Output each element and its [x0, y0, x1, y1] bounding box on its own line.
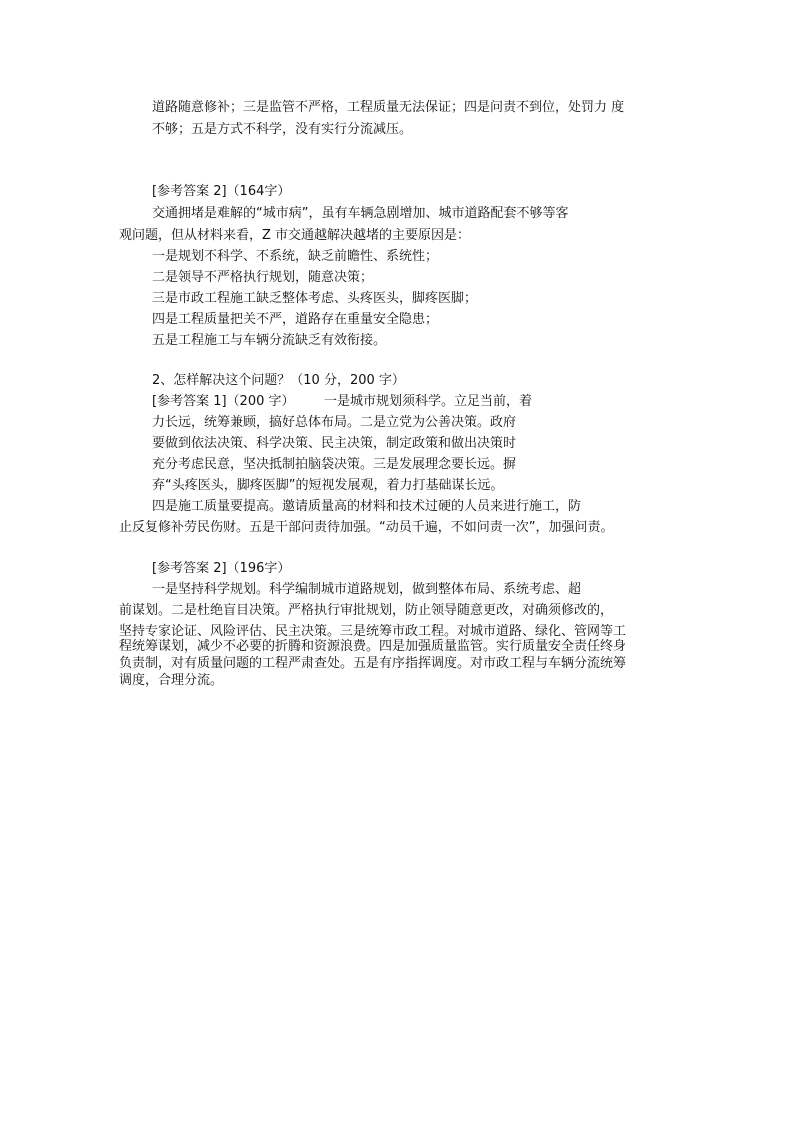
paragraph-line: 要做到依法决策、科学决策、民主决策，制定政策和做出决策时 — [152, 436, 517, 451]
answer-header: [参考答案 2]（164字） — [152, 184, 291, 199]
question-title: 2、怎样解决这个问题？（10 分，200 字） — [152, 373, 405, 388]
paragraph-line: 道路随意修补；三是监管不严格，工程质量无法保证；四是问责不到位，处罚力 度 — [152, 100, 625, 115]
list-item: 一是规划不科学、不系统，缺乏前瞻性、系统性； — [152, 249, 439, 264]
answer-header: [参考答案 2]（196字） — [152, 561, 291, 576]
paragraph-line: 一是城市规划须科学。立足当前，着 — [324, 394, 533, 409]
answer-header: [参考答案 1]（200 字） — [152, 394, 295, 409]
list-item: 五是工程施工与车辆分流缺乏有效衔接。 — [152, 333, 387, 348]
list-item: 四是工程质量把关不严，道路存在重量安全隐患； — [152, 312, 439, 327]
paragraph-line: 程统筹谋划，减少不必要的折腾和资源浪费。四是加强质量监管。实行质量安全责任终身 — [119, 639, 627, 654]
paragraph-line: 弃“头疼医头，脚疼医脚”的短视发展观，着力打基础谋长远。 — [152, 478, 504, 493]
paragraph-line: 不够；五是方式不科学，没有实行分流减压。 — [152, 122, 413, 137]
paragraph-line: 止反复修补劳民伤财。五是干部问责待加强。“动员千遍，不如问责一次”，加强问责。 — [119, 520, 614, 535]
paragraph-line: 充分考虑民意，坚决抵制拍脑袋决策。三是发展理念要长远。摒 — [152, 457, 517, 472]
paragraph-line: 观问题，但从材料来看，Z 市交通越解决越堵的主要原因是： — [119, 228, 471, 243]
paragraph-line: 负责制，对有质量问题的工程严肃查处。五是有序指挥调度。对市政工程与车辆分流统筹 — [119, 656, 627, 671]
paragraph-line: 坚持专家论证、风险评估、民主决策。三是统筹市政工程。对城市道路、绿化、管网等工 — [119, 624, 627, 639]
paragraph-line: 调度，合理分流。 — [119, 673, 224, 688]
list-item: 二是领导不严格执行规划，随意决策； — [152, 270, 374, 285]
paragraph-line: 交通拥堵是难解的“城市病”，虽有车辆急剧增加、城市道路配套不够等客 — [152, 206, 569, 221]
paragraph-line: 一是坚持科学规划。科学编制城市道路规划，做到整体布局、系统考虑、超 — [152, 582, 582, 597]
list-item: 三是市政工程施工缺乏整体考虑、头疼医头，脚疼医脚； — [152, 291, 478, 306]
paragraph-line: 前谋划。二是杜绝盲目决策。严格执行审批规划，防止领导随意更改，对确须修改的， — [119, 603, 614, 618]
paragraph-line: 四是施工质量要提高。邀请质量高的材料和技术过硬的人员来进行施工，防 — [152, 499, 582, 514]
paragraph-line: 力长远，统筹兼顾，搞好总体布局。二是立党为公善决策。政府 — [152, 415, 517, 430]
